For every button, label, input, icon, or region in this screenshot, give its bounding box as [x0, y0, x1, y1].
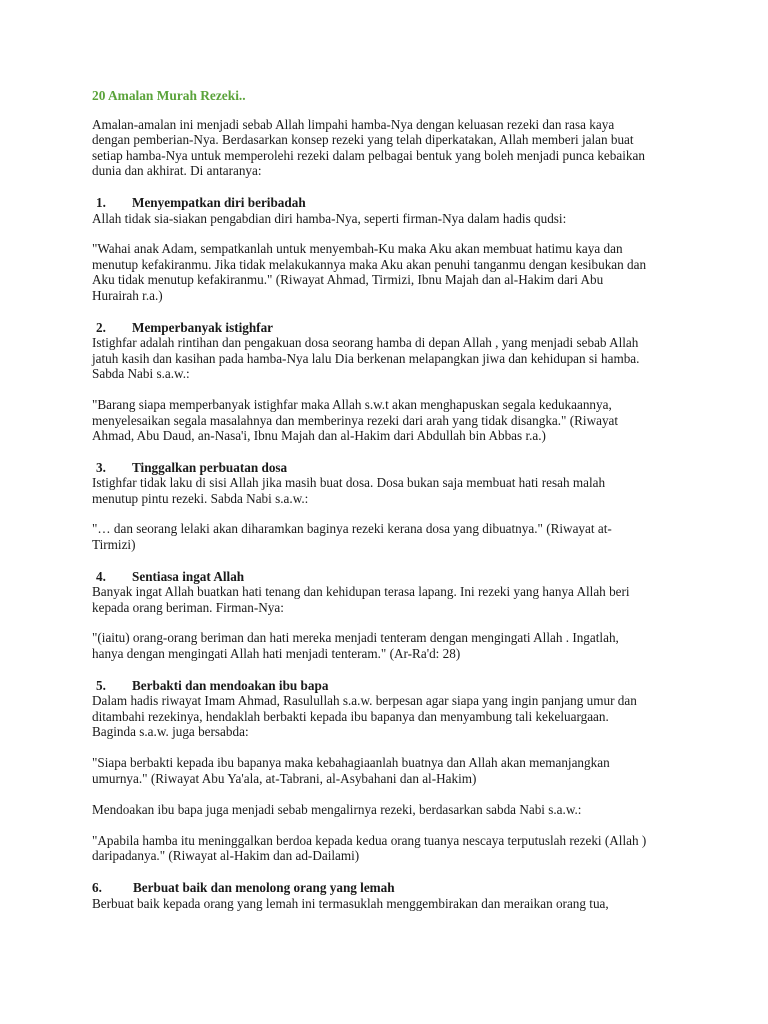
- section-body: Dalam hadis riwayat Imam Ahmad, Rasulullah s.a.w. berpesan agar siapa yang ingin panjang umur dan ditambahi rezekinya, hendaklah berbakti kepada ibu bapanya dan menyambung tali kekeluargaan. Baginda s.a.w. juga bersabda:: [92, 693, 637, 740]
- section-heading: [92, 678, 650, 694]
- section-body-continued: Mendoakan ibu bapa juga menjadi sebab mengalirnya rezeki, berdasarkan sabda Nabi s.a.w.:: [92, 802, 582, 818]
- section-number: 4.: [96, 568, 106, 584]
- intro-paragraph: Amalan-amalan ini menjadi sebab Allah limpahi hamba-Nya dengan keluasan rezeki dan rasa kaya dengan pemberian-Nya. Berdasarkan konsep rezeki yang telah diperkatakan, Allah memberi jalan buat setiap hamba-Nya untuk memperolehi rezeki dalam pelbagai bentuk yang boleh menjadi punca kebaikan dunia dan akhirat. Di antaranya:: [92, 116, 645, 179]
- section-4: [92, 569, 650, 662]
- section-body: Banyak ingat Allah buatkan hati tenang dan kehidupan terasa lapang. Ini rezeki yang hanya Allah beri kepada orang beriman. Firman-Nya:: [92, 584, 630, 615]
- section-1: [92, 195, 650, 304]
- section-3: [92, 460, 650, 553]
- section-quote: "Barang siapa memperbanyak istighfar maka Allah s.w.t akan menghapuskan segala kedukaannya, menyelesaikan segala masalahnya dan memberinya rezeki dari arah yang tidak disangka." (Riwayat Ahmad, Abu Daud, an-Nasa'i, Ibnu Majah dan al-Hakim dari Abdullah bin Abbas r.a.): [92, 396, 619, 444]
- section-heading: [92, 880, 650, 896]
- section-5: [92, 678, 650, 864]
- section-body: Allah tidak sia-siakan pengabdian diri hamba-Nya, seperti firman-Nya dalam hadis qudsi:: [92, 210, 567, 226]
- section-body: Istighfar tidak laku di sisi Allah jika masih buat dosa. Dosa bukan saja membuat hati resah malah menutup pintu rezeki. Sabda Nabi s.a.w.:: [92, 475, 606, 506]
- section-heading: [92, 569, 650, 585]
- section-6: [92, 880, 650, 911]
- section-quote: "Siapa berbakti kepada ibu bapanya maka kebahagiaanlah buatnya dan Allah akan memanjangkan umurnya." (Riwayat Abu Ya'ala, at-Tabrani, al-Asybahani dan al-Hakim): [92, 755, 610, 786]
- section-heading: [92, 320, 650, 336]
- section-number: 3.: [96, 459, 106, 475]
- section-body: Istighfar adalah rintihan dan pengakuan dosa seorang hamba di depan Allah , yang menjadi sebab Allah jatuh kasih dan kasihan pada hamba-Nya lalu Dia berkenan melapangkan jiwa dan kehidupan si hamba. Sabda Nabi s.a.w.:: [92, 335, 640, 382]
- section-title: Memperbanyak istighfar: [132, 319, 274, 335]
- section-quote: "(iaitu) orang-orang beriman dan hati mereka menjadi tenteram dengan mengingati Allah . Ingatlah, hanya dengan mengingati Allah hati menjadi tenteram." (Ar-Ra'd: 28): [92, 630, 619, 662]
- section-body: Berbuat baik kepada orang yang lemah ini termasuklah menggembirakan dan meraikan orang tua,: [92, 895, 609, 911]
- document-title: 20 Amalan Murah Rezeki..: [92, 88, 246, 103]
- section-title: Sentiasa ingat Allah: [132, 568, 245, 584]
- section-title: Berbuat baik dan menolong orang yang lemah: [133, 879, 395, 895]
- section-number: 2.: [96, 319, 106, 335]
- section-heading: [92, 195, 650, 211]
- section-number: 6.: [92, 879, 102, 895]
- section-heading: [92, 460, 650, 476]
- section-title: Tinggalkan perbuatan dosa: [132, 459, 288, 475]
- section-title: Menyempatkan diri beribadah: [132, 194, 306, 210]
- section-quote: "Wahai anak Adam, sempatkanlah untuk menyembah-Ku maka Aku akan membuat hatimu kaya dan menutup kefakiranmu. Jika tidak melakukannya maka Aku akan penuhi tanganmu dengan kesibukan dan Aku tidak menutup kefakiranmu." (Riwayat Ahmad, Tirmizi, Ibnu Majah dan al-Hakim dari Abu Hurairah r.a.): [92, 241, 647, 303]
- section-quote-2: "Apabila hamba itu meninggalkan berdoa kepada kedua orang tuanya nescaya terputuslah rezeki (Allah ) daripadanya." (Riwayat al-Hakim dan ad-Dailami): [92, 832, 647, 864]
- section-2: [92, 320, 650, 444]
- section-number: 5.: [96, 677, 106, 693]
- section-number: 1.: [96, 194, 106, 210]
- section-quote: "… dan seorang lelaki akan diharamkan baginya rezeki kerana dosa yang dibuatnya." (Riwayat at-Tirmizi): [92, 521, 612, 553]
- section-title: Berbakti dan mendoakan ibu bapa: [132, 677, 329, 693]
